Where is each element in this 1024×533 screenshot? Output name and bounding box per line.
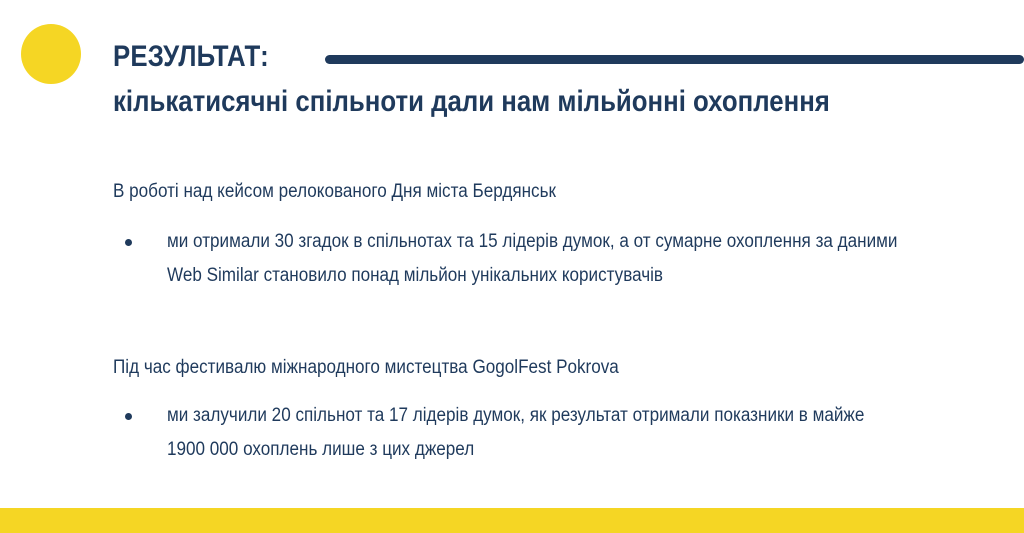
page-subtitle: кількатисячні спільноти дали нам мільйонні охоплення [113, 85, 830, 118]
case-bullet-text: ми отримали 30 згадок в спільнотах та 15 лідерів думок, а от сумарне охоплення за даними Web Similar становило понад мільйон унікальних користувачів [167, 231, 898, 286]
decorative-yellow-circle [21, 24, 81, 84]
bullet-marker [125, 413, 132, 420]
bottom-yellow-bar [0, 508, 1024, 533]
title-divider-line [325, 55, 1024, 64]
case-intro-text: Під час фестивалю міжнародного мистецтва GogolFest Pokrova [113, 357, 619, 378]
bullet-marker [125, 239, 132, 246]
case-bullet-text: ми залучили 20 спільнот та 17 лідерів думок, як результат отримали показники в майже 1900 000 охоплень лише з цих джерел [167, 405, 865, 460]
case-intro-text: В роботі над кейсом релокованого Дня міста Бердянськ [113, 181, 556, 202]
page-title: РЕЗУЛЬТАТ: [113, 40, 269, 73]
